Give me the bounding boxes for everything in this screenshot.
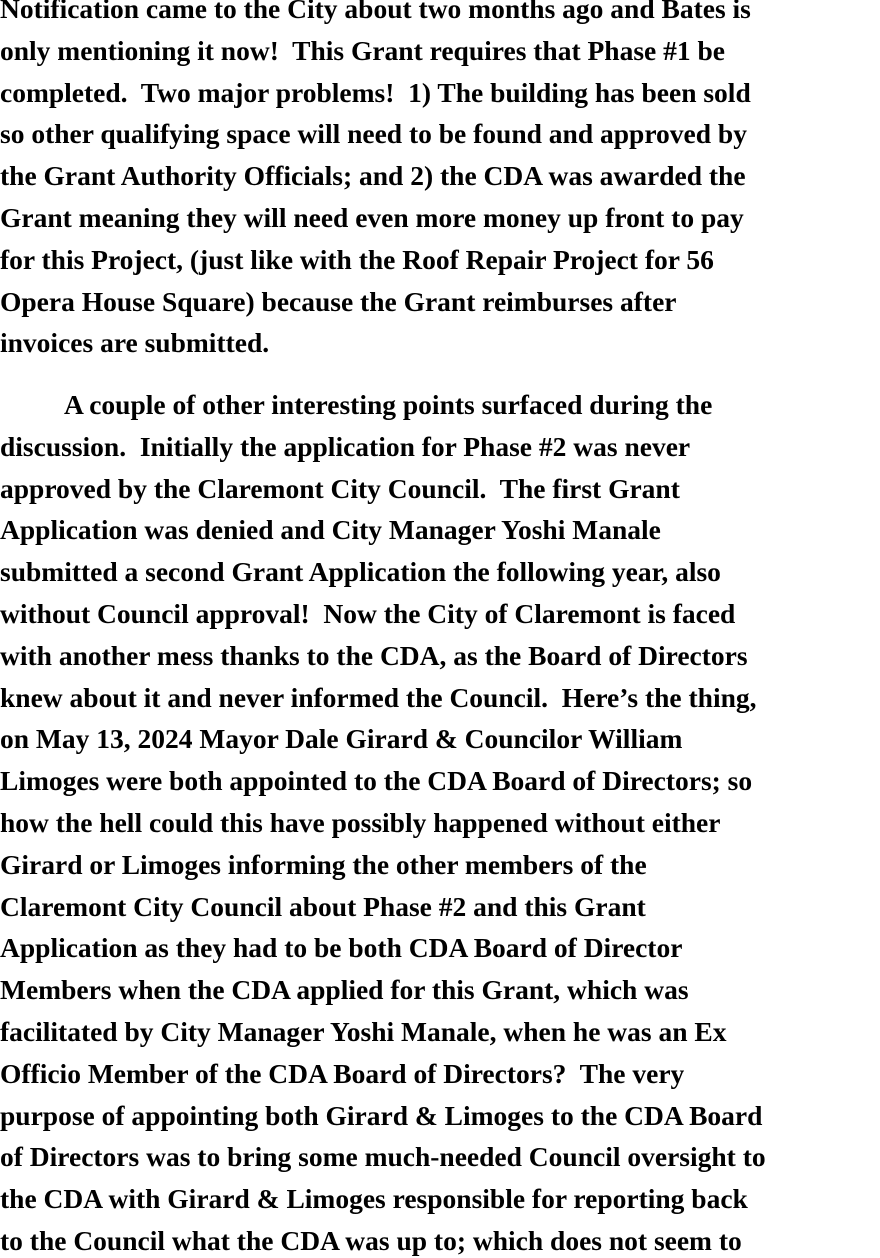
text-line: the CDA with Girard & Limoges responsible for reporting back	[0, 1183, 748, 1215]
text-line: on May 13, 2024 Mayor Dale Girard & Councilor William	[0, 723, 683, 755]
text-line: with another mess thanks to the CDA, as the Board of Directors	[0, 639, 748, 671]
text-line: the Grant Authority Officials; and 2) the CDA was awarded the	[0, 160, 746, 192]
text-line: for this Project, (just like with the Roof Repair Project for 56	[0, 243, 714, 275]
text-line: Members when the CDA applied for this Grant, which was	[0, 974, 689, 1006]
text-line: Limoges were both appointed to the CDA Board of Directors; so	[0, 765, 753, 797]
paragraph-2	[0, 384, 766, 1258]
text-line: submitted a second Grant Application the following year, also	[0, 556, 721, 588]
text-line: to the Council what the CDA was up to; which does not seem to	[0, 1224, 742, 1256]
text-line: Application was denied and City Manager Yoshi Manale	[0, 514, 661, 546]
text-line: Grant meaning they will need even more money up front to pay	[0, 201, 744, 233]
text-line: A couple of other interesting points surfaced during the	[64, 389, 713, 420]
text-line: Notification came to the City about two months ago and Bates is	[0, 0, 751, 24]
text-line: Officio Member of the CDA Board of Directors? The very	[0, 1057, 685, 1089]
text-line: Opera House Square) because the Grant reimburses after	[0, 285, 677, 317]
paragraph-1	[0, 0, 751, 364]
text-line: Claremont City Council about Phase #2 and this Grant	[0, 890, 646, 922]
text-line: facilitated by City Manager Yoshi Manale, when he was an Ex	[0, 1015, 727, 1047]
text-line: purpose of appointing both Girard & Limoges to the CDA Board	[0, 1099, 763, 1131]
text-line: invoices are submitted.	[0, 327, 270, 359]
text-line: of Directors was to bring some much-needed Council oversight to	[0, 1141, 766, 1173]
text-line: approved by the Claremont City Council. The first Grant	[0, 472, 680, 504]
text-line: discussion. Initially the application for Phase #2 was never	[0, 430, 691, 462]
text-line: how the hell could this have possibly happened without either	[0, 806, 721, 838]
text-line: so other qualifying space will need to be found and approved by	[0, 118, 747, 150]
text-line: knew about it and never informed the Council. Here’s the thing,	[0, 681, 757, 713]
text-line: Girard or Limoges informing the other members of the	[0, 848, 647, 880]
text-line: without Council approval! Now the City of Claremont is faced	[0, 597, 736, 629]
text-line: Application as they had to be both CDA Board of Director	[0, 932, 683, 964]
text-line: only mentioning it now! This Grant requires that Phase #1 be	[0, 34, 726, 66]
text-line: completed. Two major problems! 1) The building has been sold	[0, 76, 751, 108]
